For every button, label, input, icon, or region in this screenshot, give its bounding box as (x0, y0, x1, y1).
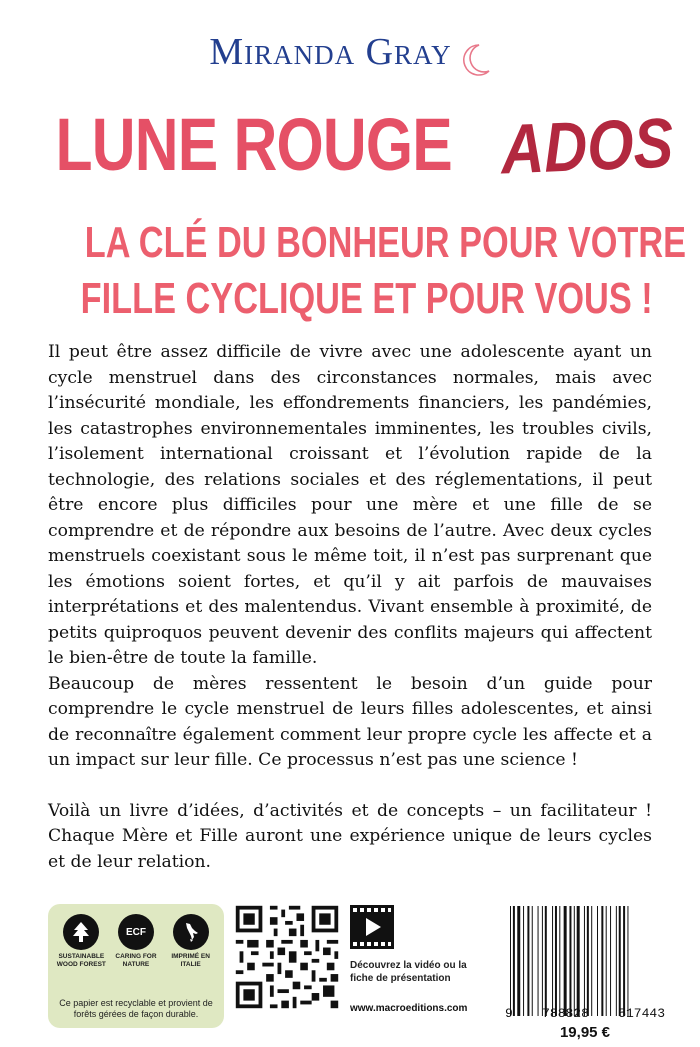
blurb-paragraph-1: Il peut être assez difficile de vivre avec une adolescente ayant un cycle menstruel dans des circonstances normales, mais avec l’insécurité mondiale, les effondrements financiers, les pandémies, les catastrophes environnementales imminentes, les troubles civils, l’isolement international croissant et l’évolution rapide de la technologie, des relations sociales et des réglementations, il peut être encore plus difficiles pour une mère et une fille de se comprendre et de répondre aux besoins de l’autre. Avec deux cycles menstruels coexistant sous le même toit, il n’est pas surprenant que les émotions soient fortes, et qu’il y ait parfois de mauvaises interprétations et des malentendus. Vivant ensemble à proximité, de petits quiproquos peuvent devenir des conflits majeurs qui affectent le bien-être de toute la famille. (48, 342, 652, 668)
title-main: LUNE ROUGE (55, 103, 452, 186)
blurb (48, 340, 652, 875)
eco-badge-label: SUSTAINABLE WOOD FOREST (56, 953, 106, 968)
italy-map-icon (173, 914, 209, 950)
eco-badge-ecf (109, 914, 163, 969)
eco-badge-forest (54, 914, 108, 969)
ecf-icon: ECF (118, 914, 154, 950)
author-line (0, 30, 700, 77)
subtitle (0, 215, 700, 327)
isbn-digits (505, 1006, 665, 1021)
subtitle-line-2: FILLE CYCLIQUE ET POUR VOUS ! (80, 274, 653, 323)
price: 19,95 € (559, 1024, 611, 1041)
title-accent: ADOS (500, 103, 675, 189)
isbn-group-2: 517443 (618, 1006, 665, 1021)
blurb-paragraph-2: Beaucoup de mères ressentent le besoin d’un guide pour comprendre le cycle menstruel de leurs filles adolescentes, et ainsi de reconnaître également comment leur propre cycle les affecte et a un impact sur leur fille. Ce processus n’est pas une science ! (48, 673, 652, 770)
eco-badge-label: CARING FOR NATURE (115, 953, 157, 968)
crescent-moon-icon (463, 43, 491, 77)
eco-badge-panel (48, 904, 224, 1028)
subtitle-line-1: LA CLÉ DU BONHEUR POUR VOTRE (84, 218, 687, 267)
video-play-icon[interactable] (350, 905, 394, 949)
website-link[interactable]: www.macroeditions.com (350, 1003, 468, 1014)
author-name: Miranda Gray (209, 31, 452, 73)
isbn-first-digit: 9 (505, 1006, 513, 1021)
isbn-group-1: 788828 (542, 1006, 589, 1021)
eco-badge-italy (164, 914, 218, 969)
video-section (350, 905, 480, 985)
eco-badge-label: IMPRIMÉ EN ITALIE (171, 953, 210, 968)
eco-note: Ce papier est recyclable et provient de forêts gérées de façon durable. (59, 998, 213, 1019)
qr-code[interactable] (232, 902, 342, 1012)
book-title (0, 102, 700, 187)
barcode (508, 906, 658, 1016)
video-note: Découvrez la vidéo ou la fiche de présentation (350, 960, 467, 984)
tree-icon (63, 914, 99, 950)
blurb-paragraph-3: Voilà un livre d’idées, d’activités et de concepts – un facilitateur ! Chaque Mère et Fille auront une expérience unique de leurs cycles et de leur relation. (48, 800, 652, 872)
